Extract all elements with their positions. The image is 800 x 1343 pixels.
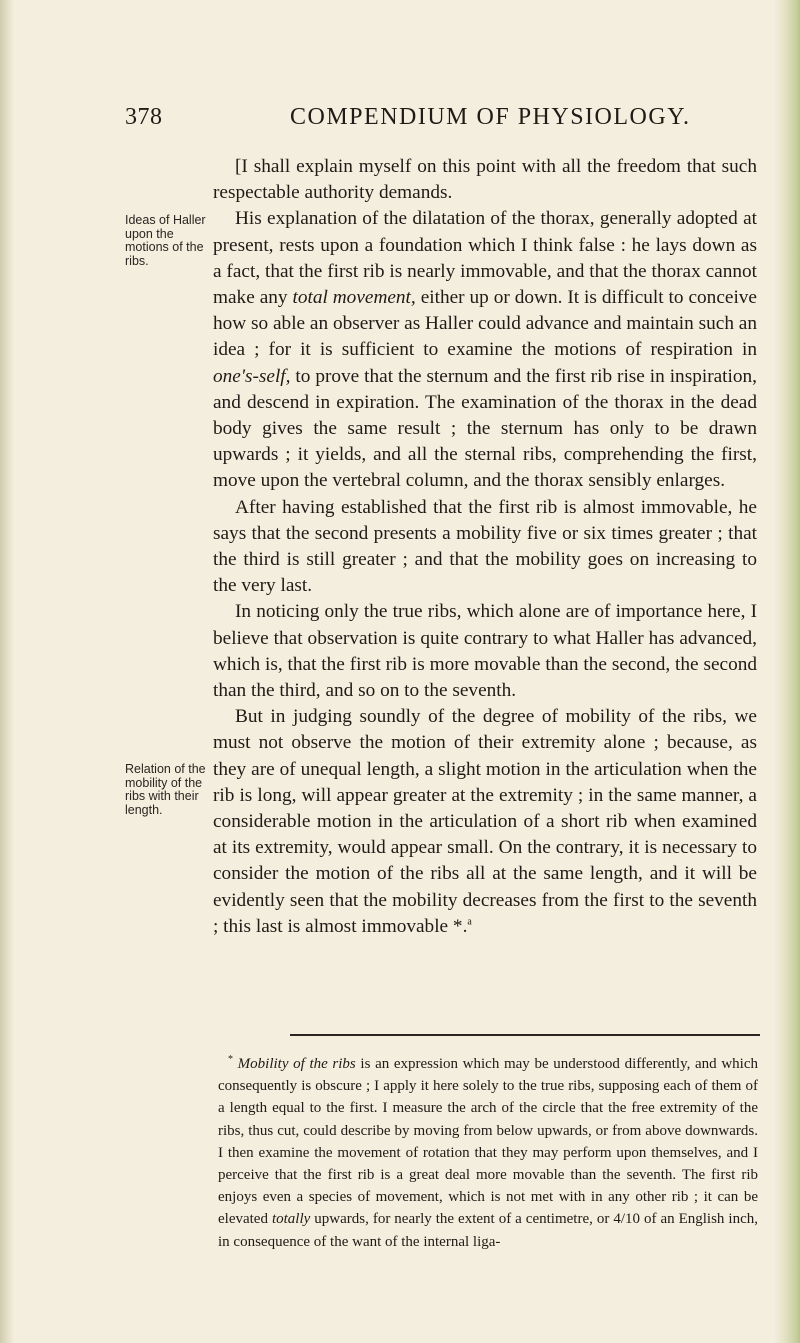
margin-note-haller: Ideas of Haller upon the motions of the ribs.: [125, 213, 206, 268]
paragraph-2-text-c: to prove that the sternum and the first rib rise in inspiration, and descend in expiration. The examination of the thorax in the dead body gives the same result ; the sternum has only to be drawn upwards ; it yields, and all the sternal ribs, comprehending the first, move upon the vertebral column, and the thorax sensibly enlarges.: [213, 365, 757, 492]
paragraph-1: [I shall explain myself on this point with all the freedom that such respectable authority demands.: [213, 156, 757, 204]
footnote-fraction: 4/10: [613, 1211, 640, 1228]
paragraph-2-text-a: His explanation of the dilatation of the thorax, generally adopted at present, rests upon a foundation which I think false : he lays down as a fact, that the first rib is nearly immovable, and that the thorax cannot make any: [213, 208, 757, 309]
paragraph-2-text-b: either up or down. It is difficult to conceive how so able an observer as Haller could advance and maintain such an idea ; for it is sufficient to examine the motions of respiration in: [213, 287, 757, 361]
page-header: [0, 104, 800, 138]
paragraph-2: [213, 206, 757, 494]
main-text: [213, 154, 757, 940]
page-gutter-left: [0, 0, 14, 1343]
footnote-paragraph: [218, 1053, 758, 1253]
footnote: [218, 1053, 758, 1253]
footnote-term: Mobility of the ribs: [237, 1056, 356, 1072]
footnote-text-a: is an expression which may be understood differently, and which consequently is obscure ; I apply it here solely to the true ribs, supposing each of them of a length equal to the first. I measure the arch of the circle that the free extremity of the ribs, thus cut, could describe by moving from below upwards, or from above downwards. I then examine the movement of rotation that they may perform upon themselves, and I perceive that the first rib is a great deal more movable than the seventh. The first rib enjoys even a species of movement, which is not met with in any other rib ; it can be elevated: [218, 1056, 758, 1228]
footnote-text-b: upwards, for nearly the extent of a centimetre, or: [310, 1211, 614, 1228]
paragraph-5-text: But in judging soundly of the degree of mobility of the ribs, we must not observe the motion of their extremity alone ; because, as they are of unequal length, a slight motion in the articulation when the rib is long, will appear greater at the extremity ; in the same manner, a considerable motion in the articulation of a short rib when examined at its extremity, would appear small. On the contrary, it is necessary to consider the motion of the ribs all at the same length, and it will be evidently seen that the mobility decreases from the first to the seventh ; this last is almost immovable *.: [213, 706, 757, 937]
page-number: 378: [125, 104, 163, 130]
footnote-emphasis: totally: [271, 1211, 311, 1228]
paragraph-3: After having established that the first rib is almost immovable, he says that the second presents a mobility five or six times greater ; that the third is still greater ; and that the mobility goes on increasing to the very last.: [213, 496, 757, 597]
footnote-divider: [290, 1034, 760, 1036]
paragraph-5: [213, 704, 757, 940]
footnote-marker: *: [228, 1054, 233, 1065]
footnote-reference: a: [467, 916, 472, 928]
margin-note-mobility: Relation of the mobility of the ribs with their length.: [125, 762, 206, 817]
paragraph-2-emphasis-2: one's-self,: [213, 365, 291, 387]
running-title: COMPENDIUM OF PHYSIOLOGY.: [290, 104, 691, 130]
page-edge-right: [774, 0, 800, 1343]
footnote-text-c: of an English inch, in consequence of the want of the internal liga-: [218, 1211, 758, 1250]
paragraph-2-emphasis-1: total movement,: [292, 287, 416, 309]
paragraph-4: In noticing only the true ribs, which alone are of importance here, I believe that observation is quite contrary to what Haller has advanced, which is, that the first rib is more movable than the second, the second than the third, and so on to the seventh.: [213, 601, 757, 702]
